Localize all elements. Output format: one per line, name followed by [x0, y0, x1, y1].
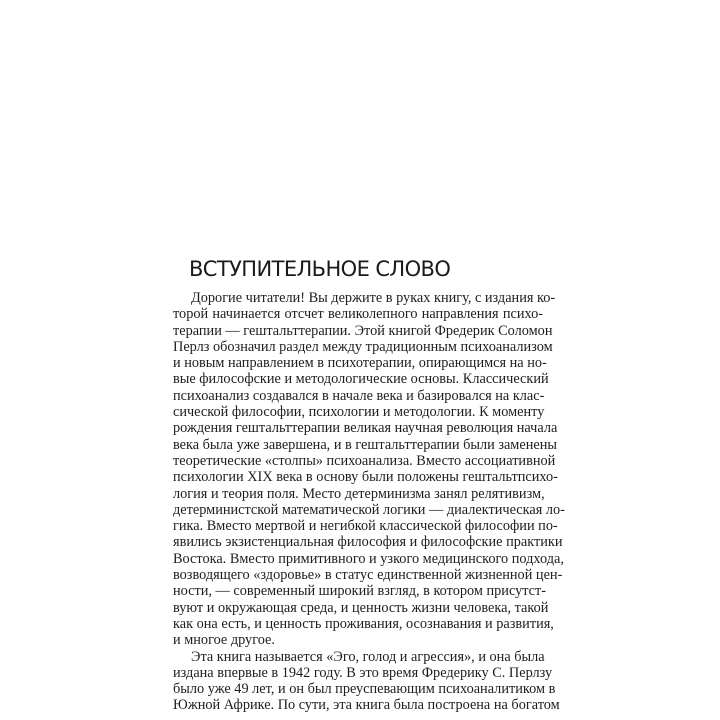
text-line: Эта книга называется «Эго, голод и агрессия», и она была: [191, 648, 545, 665]
text-line: психоанализ создавался в начале века и базировался на клас-: [173, 387, 545, 404]
text-line: торой начинается отсчет великолепного направления психо-: [173, 306, 543, 323]
text-line: сической философии, психологии и методологии. К моменту: [173, 404, 545, 421]
text-line: Востока. Вместо примитивного и узкого медицинского подхода,: [173, 550, 564, 567]
text-line: рождения гештальттерапии великая научная революция начала: [173, 420, 558, 437]
text-line: терапии — гештальттерапии. Этой книгой Фредерик Соломон: [173, 322, 553, 339]
text-line: как она есть, и ценность проживания, осознавания и развития,: [173, 615, 554, 632]
text-line: возводящего «здоровье» в статус единственной жизненной цен-: [173, 567, 563, 584]
text-line: Перлз обозначил раздел между традиционным психоанализом: [173, 338, 553, 355]
body-text: [173, 290, 565, 714]
text-line: теоретические «столпы» психоанализа. Вместо ассоциативной: [173, 452, 556, 469]
text-line: Дорогие читатели! Вы держите в руках книгу, с издания ко-: [191, 290, 556, 306]
text-line: гика. Вместо мертвой и негибкой классической философии по-: [173, 518, 558, 535]
text-line: вуют и окружающая среда, и ценность жизни человека, такой: [173, 599, 549, 616]
text-line: психологии XIX века в основу были положены гештальтпсихо-: [173, 469, 558, 486]
text-line: века была уже завершена, и в гештальттерапии были заменены: [173, 436, 557, 453]
text-line: логия и теория поля. Место детерминизма занял релятивизм,: [173, 485, 545, 502]
text-line: вые философские и методологические основы. Классический: [173, 371, 549, 388]
text-line: детерминистской математической логики — диалектическая ло-: [173, 501, 565, 518]
text-line: было уже 49 лет, и он был преуспевающим психоаналитиком в: [173, 681, 556, 698]
text-line: и многое другое.: [173, 632, 275, 649]
text-line: ности, — современный широкий взгляд, в котором присутст-: [173, 583, 547, 600]
paragraph-2: [173, 648, 560, 714]
text-line: явились экзистенциальная философия и философские практики: [173, 534, 563, 551]
chapter-heading: ВСТУПИТЕЛЬНОЕ СЛОВО: [189, 257, 451, 281]
paragraph-1: [173, 290, 565, 649]
text-line: Южной Африке. По сути, эта книга была построена на богатом: [173, 697, 560, 714]
text-line: и новым направлением в психотерапии, опирающимся на но-: [173, 355, 547, 372]
text-line: издана впервые в 1942 году. В это время Фредерику С. Перлзу: [173, 664, 553, 681]
